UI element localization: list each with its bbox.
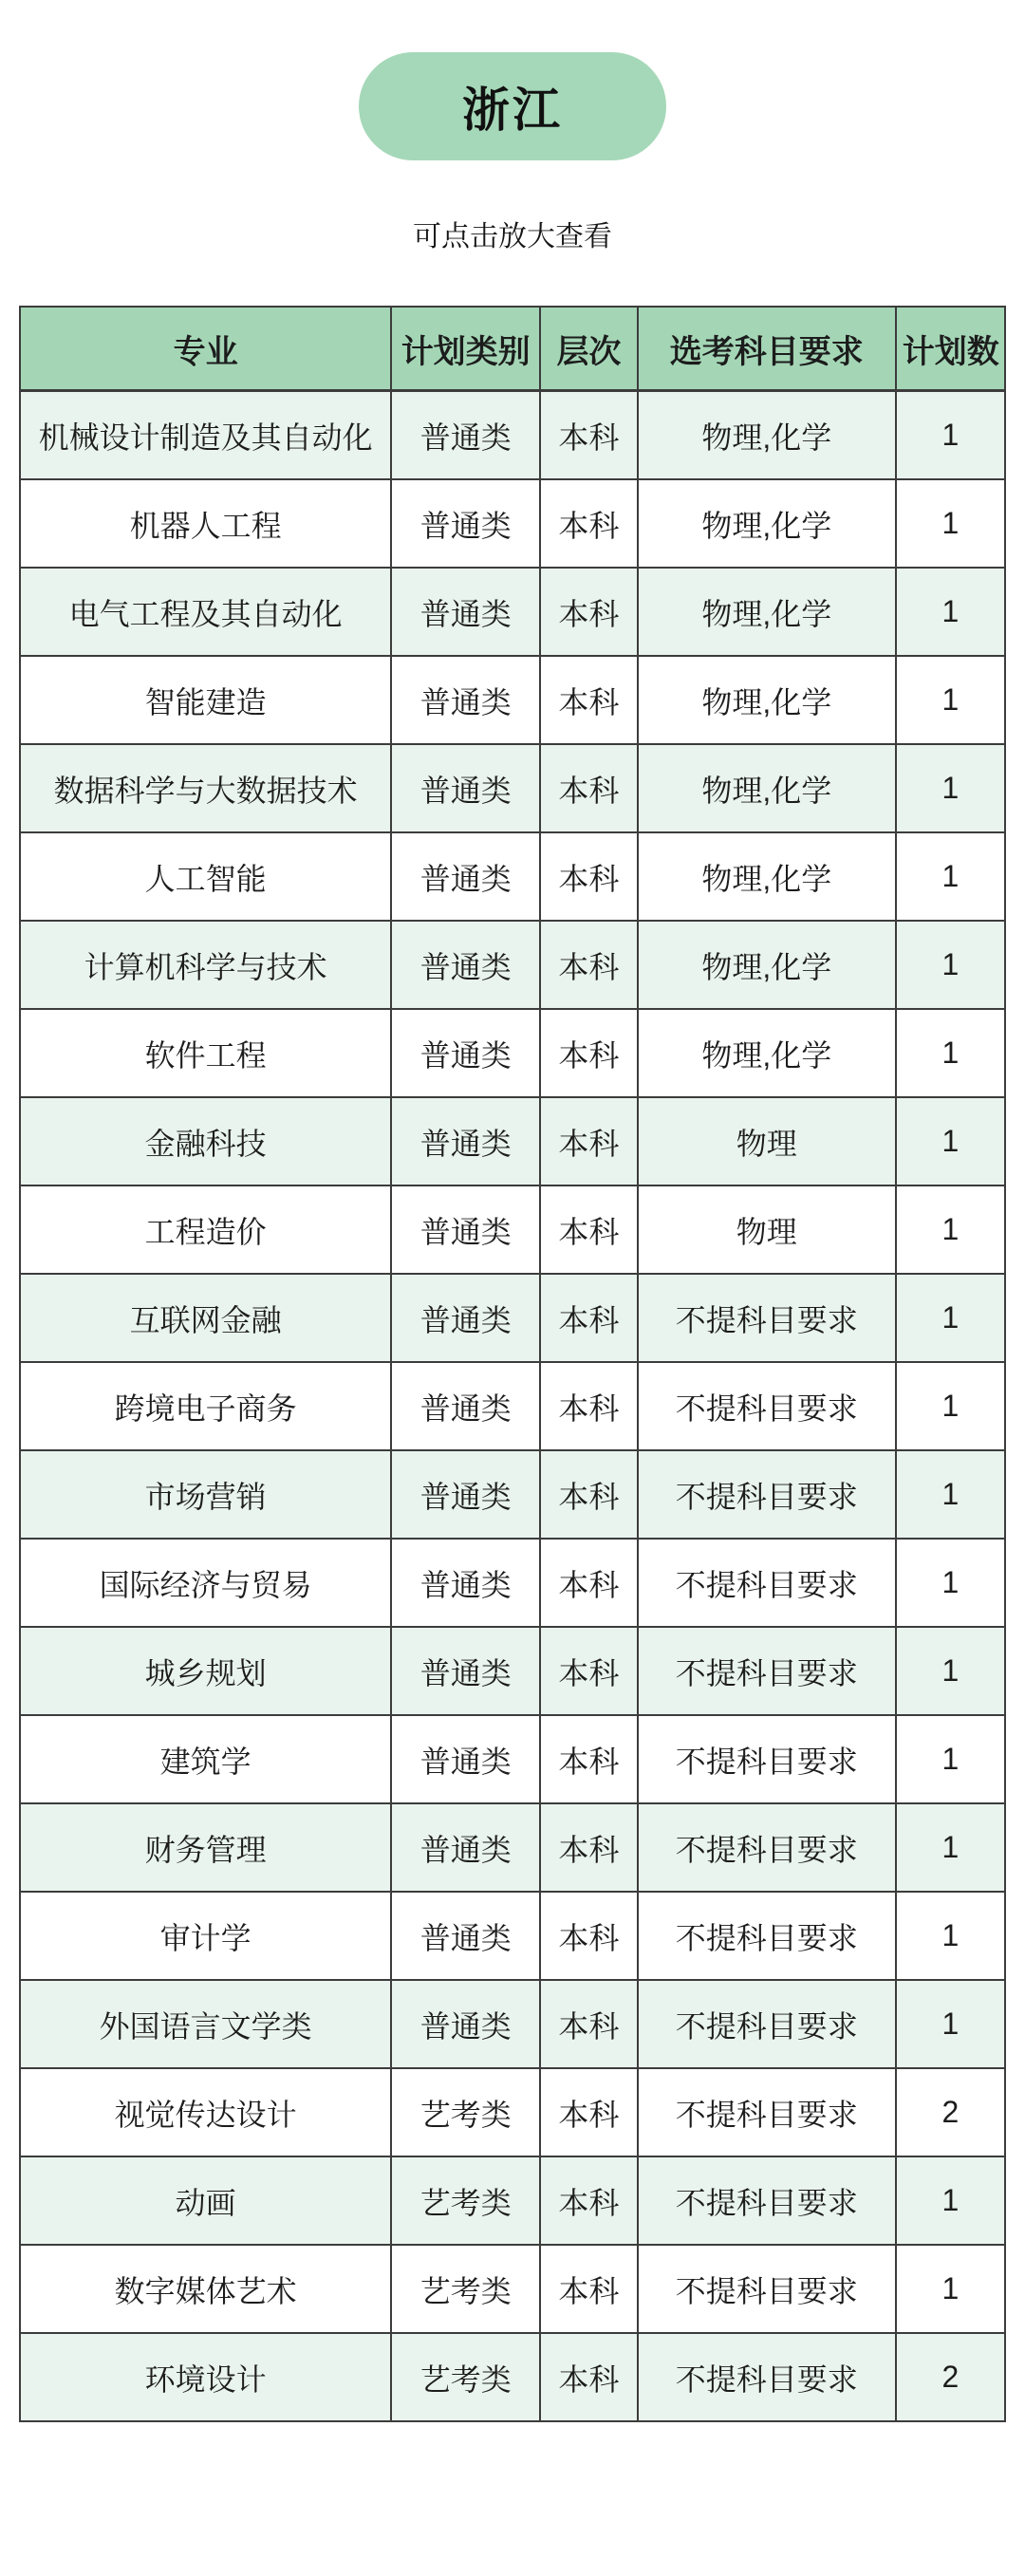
cell-level: 本科	[540, 2333, 638, 2421]
table-row	[20, 1362, 1005, 1450]
table-row	[20, 744, 1005, 832]
cell-count: 1	[896, 1980, 1005, 2068]
cell-level: 本科	[540, 568, 638, 656]
table-row	[20, 921, 1005, 1009]
cell-count: 1	[896, 744, 1005, 832]
cell-category: 普通类	[391, 568, 540, 656]
cell-level: 本科	[540, 1097, 638, 1185]
cell-major: 城乡规划	[20, 1627, 391, 1715]
cell-subjects: 物理,化学	[638, 479, 896, 568]
cell-level: 本科	[540, 391, 638, 480]
cell-major: 软件工程	[20, 1009, 391, 1097]
cell-category: 普通类	[391, 656, 540, 744]
cell-count: 1	[896, 1450, 1005, 1539]
cell-major: 视觉传达设计	[20, 2068, 391, 2156]
cell-level: 本科	[540, 1980, 638, 2068]
cell-count: 1	[896, 1009, 1005, 1097]
cell-subjects: 不提科目要求	[638, 1980, 896, 2068]
cell-level: 本科	[540, 2245, 638, 2333]
col-header-subjects: 选考科目要求	[638, 307, 896, 391]
cell-category: 普通类	[391, 1185, 540, 1274]
cell-category: 普通类	[391, 1450, 540, 1539]
cell-subjects: 不提科目要求	[638, 1274, 896, 1362]
cell-count: 1	[896, 2156, 1005, 2245]
col-header-level: 层次	[540, 307, 638, 391]
cell-subjects: 物理,化学	[638, 744, 896, 832]
cell-category: 艺考类	[391, 2068, 540, 2156]
cell-level: 本科	[540, 1803, 638, 1892]
cell-major: 跨境电子商务	[20, 1362, 391, 1450]
table-row	[20, 1097, 1005, 1185]
cell-subjects: 物理,化学	[638, 656, 896, 744]
table-row	[20, 391, 1005, 480]
cell-major: 环境设计	[20, 2333, 391, 2421]
cell-major: 金融科技	[20, 1097, 391, 1185]
cell-count: 1	[896, 1892, 1005, 1980]
cell-category: 普通类	[391, 1009, 540, 1097]
cell-major: 财务管理	[20, 1803, 391, 1892]
cell-major: 市场营销	[20, 1450, 391, 1539]
cell-subjects: 不提科目要求	[638, 2068, 896, 2156]
table-row	[20, 2156, 1005, 2245]
cell-subjects: 不提科目要求	[638, 1539, 896, 1627]
cell-major: 数据科学与大数据技术	[20, 744, 391, 832]
province-badge-label: 浙江	[462, 84, 563, 137]
cell-count: 2	[896, 2068, 1005, 2156]
table-row	[20, 1627, 1005, 1715]
cell-count: 1	[896, 1274, 1005, 1362]
cell-count: 1	[896, 1362, 1005, 1450]
cell-subjects: 不提科目要求	[638, 1803, 896, 1892]
cell-major: 外国语言文学类	[20, 1980, 391, 2068]
cell-count: 1	[896, 1539, 1005, 1627]
cell-level: 本科	[540, 2156, 638, 2245]
cell-category: 普通类	[391, 1274, 540, 1362]
table-row	[20, 2333, 1005, 2421]
cell-category: 普通类	[391, 1715, 540, 1803]
cell-subjects: 物理,化学	[638, 921, 896, 1009]
cell-level: 本科	[540, 1892, 638, 1980]
cell-level: 本科	[540, 2068, 638, 2156]
cell-category: 普通类	[391, 744, 540, 832]
table-row	[20, 1274, 1005, 1362]
cell-count: 1	[896, 1627, 1005, 1715]
cell-category: 艺考类	[391, 2333, 540, 2421]
plan-table-wrap[interactable]	[19, 306, 1006, 2422]
table-body	[20, 391, 1005, 2422]
province-badge	[359, 52, 666, 160]
cell-category: 普通类	[391, 391, 540, 480]
cell-subjects: 不提科目要求	[638, 2333, 896, 2421]
table-row	[20, 656, 1005, 744]
cell-level: 本科	[540, 656, 638, 744]
cell-count: 2	[896, 2333, 1005, 2421]
cell-major: 智能建造	[20, 656, 391, 744]
cell-major: 动画	[20, 2156, 391, 2245]
table-row	[20, 1715, 1005, 1803]
cell-level: 本科	[540, 921, 638, 1009]
table-row	[20, 2245, 1005, 2333]
cell-level: 本科	[540, 1274, 638, 1362]
cell-subjects: 不提科目要求	[638, 1627, 896, 1715]
cell-major: 电气工程及其自动化	[20, 568, 391, 656]
cell-major: 工程造价	[20, 1185, 391, 1274]
cell-count: 1	[896, 568, 1005, 656]
table-row	[20, 1980, 1005, 2068]
cell-level: 本科	[540, 1185, 638, 1274]
table-row	[20, 479, 1005, 568]
cell-count: 1	[896, 921, 1005, 1009]
cell-count: 1	[896, 1803, 1005, 1892]
cell-level: 本科	[540, 479, 638, 568]
cell-category: 艺考类	[391, 2156, 540, 2245]
cell-subjects: 不提科目要求	[638, 2156, 896, 2245]
table-row	[20, 832, 1005, 921]
table-row	[20, 1009, 1005, 1097]
table-row	[20, 1450, 1005, 1539]
table-row	[20, 1803, 1005, 1892]
cell-major: 数字媒体艺术	[20, 2245, 391, 2333]
col-header-count: 计划数	[896, 307, 1005, 391]
cell-major: 审计学	[20, 1892, 391, 1980]
cell-count: 1	[896, 656, 1005, 744]
cell-count: 1	[896, 832, 1005, 921]
cell-category: 普通类	[391, 1539, 540, 1627]
cell-level: 本科	[540, 1715, 638, 1803]
cell-category: 普通类	[391, 479, 540, 568]
cell-count: 1	[896, 1185, 1005, 1274]
cell-level: 本科	[540, 1539, 638, 1627]
cell-subjects: 不提科目要求	[638, 1715, 896, 1803]
cell-subjects: 不提科目要求	[638, 1450, 896, 1539]
cell-major: 国际经济与贸易	[20, 1539, 391, 1627]
cell-category: 普通类	[391, 1892, 540, 1980]
cell-major: 互联网金融	[20, 1274, 391, 1362]
page	[0, 52, 1025, 2422]
cell-category: 普通类	[391, 1627, 540, 1715]
cell-count: 1	[896, 2245, 1005, 2333]
cell-subjects: 物理,化学	[638, 1009, 896, 1097]
cell-level: 本科	[540, 744, 638, 832]
cell-category: 艺考类	[391, 2245, 540, 2333]
cell-category: 普通类	[391, 1803, 540, 1892]
cell-subjects: 物理	[638, 1185, 896, 1274]
cell-subjects: 物理,化学	[638, 568, 896, 656]
table-row	[20, 1539, 1005, 1627]
cell-level: 本科	[540, 1009, 638, 1097]
cell-major: 机器人工程	[20, 479, 391, 568]
cell-category: 普通类	[391, 921, 540, 1009]
cell-level: 本科	[540, 1627, 638, 1715]
cell-major: 机械设计制造及其自动化	[20, 391, 391, 480]
header-row	[20, 307, 1005, 391]
table-row	[20, 1185, 1005, 1274]
col-header-category: 计划类别	[391, 307, 540, 391]
col-header-major: 专业	[20, 307, 391, 391]
cell-subjects: 物理,化学	[638, 391, 896, 480]
cell-count: 1	[896, 1715, 1005, 1803]
cell-category: 普通类	[391, 1362, 540, 1450]
cell-level: 本科	[540, 1450, 638, 1539]
table-row	[20, 568, 1005, 656]
cell-count: 1	[896, 1097, 1005, 1185]
cell-subjects: 不提科目要求	[638, 1362, 896, 1450]
table-row	[20, 1892, 1005, 1980]
cell-level: 本科	[540, 1362, 638, 1450]
cell-level: 本科	[540, 832, 638, 921]
table-row	[20, 2068, 1005, 2156]
cell-count: 1	[896, 479, 1005, 568]
cell-subjects: 物理,化学	[638, 832, 896, 921]
cell-subjects: 物理	[638, 1097, 896, 1185]
cell-major: 人工智能	[20, 832, 391, 921]
cell-category: 普通类	[391, 1097, 540, 1185]
cell-category: 普通类	[391, 832, 540, 921]
cell-subjects: 不提科目要求	[638, 1892, 896, 1980]
cell-category: 普通类	[391, 1980, 540, 2068]
cell-count: 1	[896, 391, 1005, 480]
cell-major: 计算机科学与技术	[20, 921, 391, 1009]
cell-subjects: 不提科目要求	[638, 2245, 896, 2333]
cell-major: 建筑学	[20, 1715, 391, 1803]
zoom-tip-text: 可点击放大查看	[413, 221, 612, 252]
plan-table[interactable]	[19, 306, 1006, 2422]
